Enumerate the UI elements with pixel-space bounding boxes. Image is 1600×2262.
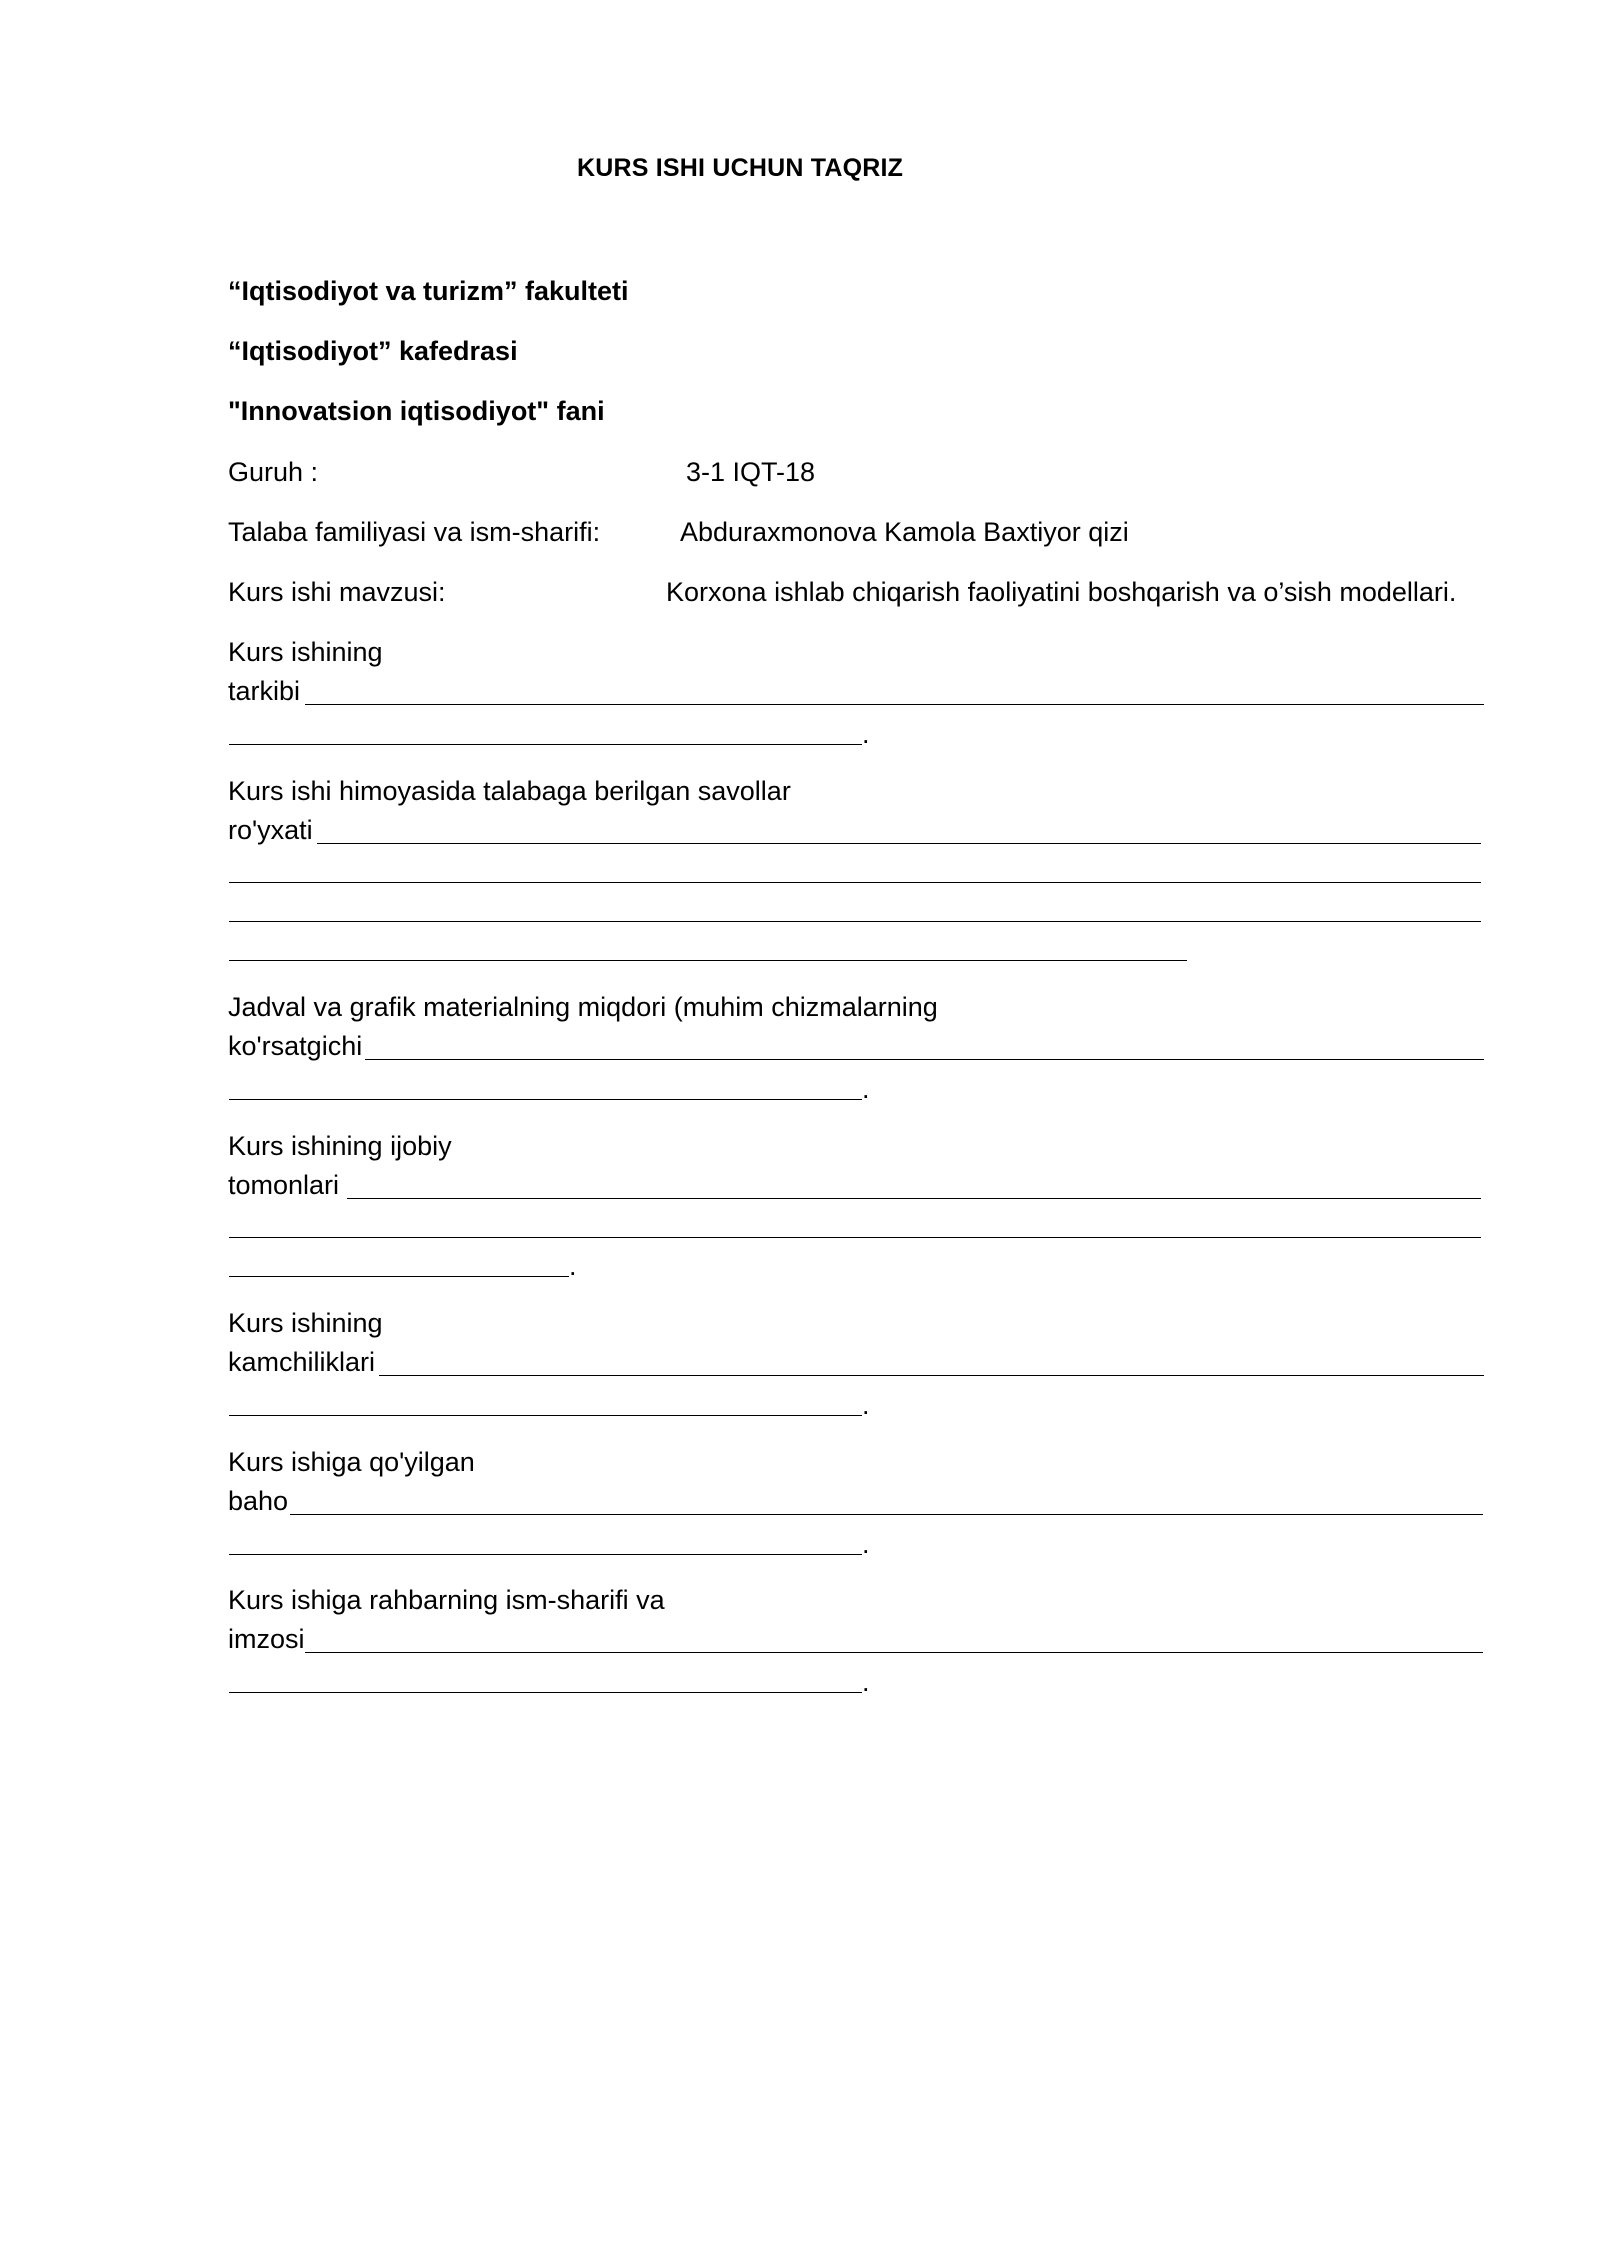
grade-label: Kurs ishiga qo'yilgan [228,1447,475,1477]
questions-fill-line[interactable] [317,843,1481,844]
supervisor-fill-line[interactable] [229,1692,862,1693]
structure-label: Kurs ishining [228,637,383,667]
tables-label-cont: ko'rsatgichi [228,1031,363,1061]
subject-heading: "Innovatsion iqtisodiyot" fani [228,396,605,426]
group-label: Guruh : [228,457,319,487]
positive-fill-line[interactable] [229,1276,569,1277]
supervisor-fill-line[interactable] [305,1652,1483,1653]
questions-fill-line[interactable] [229,882,1481,883]
group-value: 3-1 IQT-18 [686,457,816,487]
topic-value: Korxona ishlab chiqarish faoliyatini boshqarish va o’sish modellari. [666,577,1457,607]
student-value: Abduraxmonova Kamola Baxtiyor qizi [680,517,1129,547]
period-mark: . [862,719,870,749]
period-mark: . [862,1390,870,1420]
questions-label-cont: ro'yxati [228,815,313,845]
questions-label: Kurs ishi himoyasida talabaga berilgan savollar [228,776,791,806]
structure-fill-line[interactable] [305,704,1484,705]
supervisor-label: Kurs ishiga rahbarning ism-sharifi va [228,1585,665,1615]
positive-fill-line[interactable] [347,1198,1481,1199]
period-mark: . [862,1074,870,1104]
shortcomings-fill-line[interactable] [379,1375,1484,1376]
tables-fill-line[interactable] [229,1099,862,1100]
structure-fill-line[interactable] [229,744,862,745]
period-mark: . [862,1667,870,1697]
department-heading: “Iqtisodiyot” kafedrasi [228,336,518,366]
shortcomings-fill-line[interactable] [229,1415,862,1416]
structure-label-cont: tarkibi [228,676,301,706]
page-title: KURS ISHI UCHUN TAQRIZ [577,154,904,182]
student-label: Talaba familiyasi va ism-sharifi: [228,517,601,547]
period-mark: . [569,1251,577,1281]
tables-fill-line[interactable] [365,1059,1484,1060]
tables-label: Jadval va grafik materialning miqdori (muhim chizmalarning [228,992,938,1022]
shortcomings-label-cont: kamchiliklari [228,1347,376,1377]
positive-label-cont: tomonlari [228,1170,340,1200]
grade-label-cont: baho [228,1486,289,1516]
faculty-heading: “Iqtisodiyot va turizm” fakulteti [228,276,629,306]
questions-fill-line[interactable] [229,921,1481,922]
shortcomings-label: Kurs ishining [228,1308,383,1338]
grade-fill-line[interactable] [290,1514,1483,1515]
questions-fill-line[interactable] [229,960,1187,961]
topic-label: Kurs ishi mavzusi: [228,577,446,607]
grade-fill-line[interactable] [229,1554,862,1555]
positive-fill-line[interactable] [229,1237,1481,1238]
supervisor-label-cont: imzosi [228,1624,305,1654]
positive-label: Kurs ishining ijobiy [228,1131,452,1161]
period-mark: . [862,1529,870,1559]
